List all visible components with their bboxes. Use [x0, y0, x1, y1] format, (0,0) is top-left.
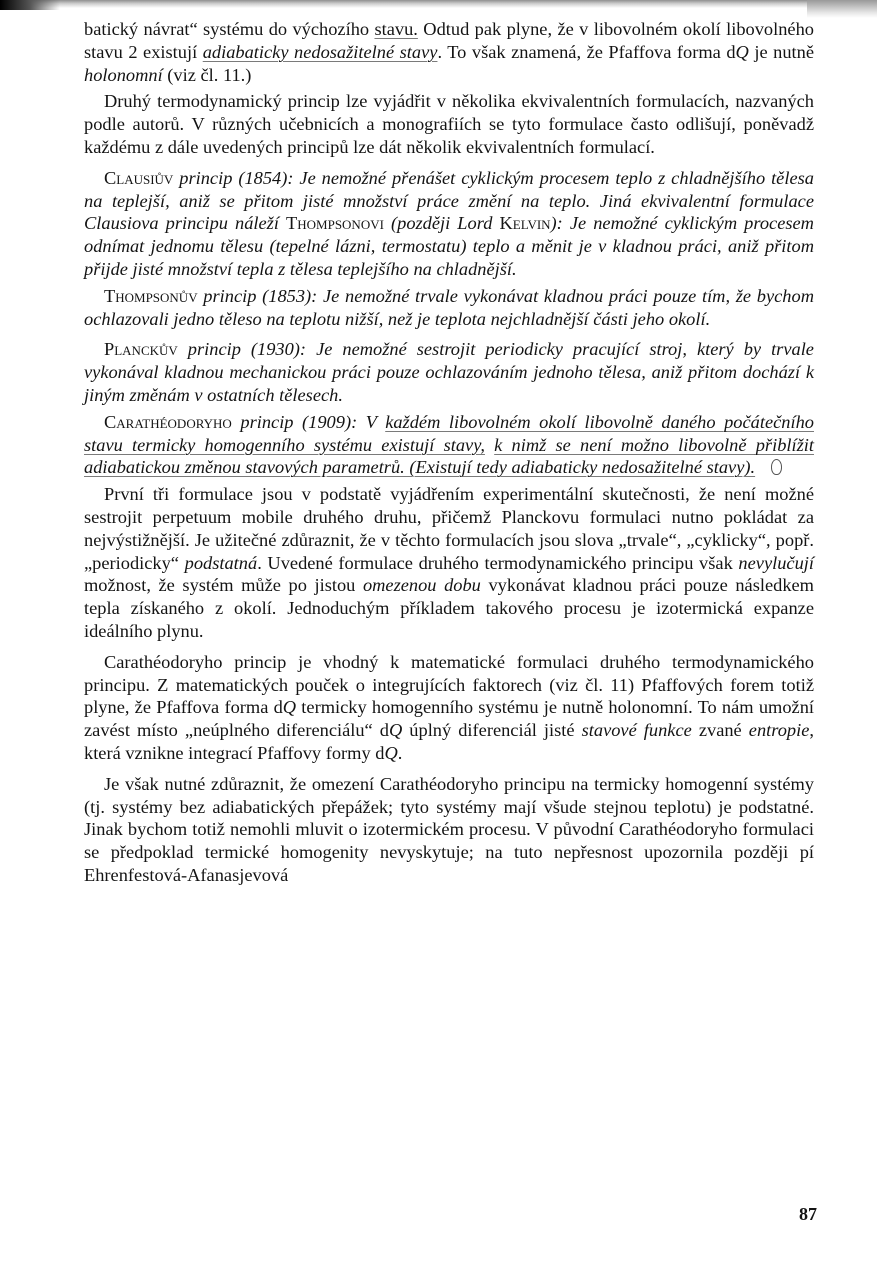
emphasis-text: omezenou dobu	[362, 575, 481, 596]
scan-corner-shadow	[807, 0, 877, 18]
emphasis-text: holonomní	[84, 64, 163, 85]
attributed-note: (později Lord	[391, 213, 493, 234]
emphasis-text: stavové funkce	[581, 720, 692, 741]
principle-statement: Je nemožné sestrojit periodicky pracující stroj, který by trvale vykonával kladnou mechanickou práci pouze ochlazováním jednoho tělesa, aniž přitom dochází k jiným změnám v ostatních tělesech.	[84, 339, 814, 405]
paragraph-homogeneity: Je však nutné zdůraznit, že omezení Carathéodoryho principu na termicky homogenní systémy (tj. systémy bez adiabatických přepážek; tyto systémy mají všude stejnou teplotu) je podstatné. Jinak bychom totiž nemohli mluvit o izotermickém procesu. V původní Carathéodoryho formulaci se předpoklad termické homogenity nevyskytuje; na tuto nepřesnost upozornila později pí Ehrenfestová-Afanasjevová	[84, 773, 814, 885]
book-page	[84, 18, 814, 895]
principle-year: (1930):	[250, 339, 307, 360]
text: možnost, že systém může po jistou	[84, 575, 363, 596]
principle-statement: V	[365, 411, 386, 432]
thompson-principle	[84, 285, 814, 331]
pencil-underlined-text: každém libovolném okolí libovolně daného počátečního stavu termicky homogenního systému existují stavy,	[84, 411, 814, 455]
page-number: 87	[799, 1204, 817, 1224]
paragraph-continuation	[84, 18, 814, 86]
math-symbol: Q	[388, 720, 403, 741]
principle-author: Thompsonův	[104, 285, 198, 306]
text: , která vznikne integrací Pfaffovy formy d	[84, 720, 814, 763]
emphasis-text: podstatná	[184, 552, 258, 573]
attributed-author: Thompsonovi	[286, 213, 384, 234]
text: (viz čl. 11.)	[162, 64, 252, 85]
text: vykonávat kladnou práci pouze následkem tepla získaného z okolí. Jednoduchým příkladem takového procesu je izotermická expanze ideálního plynu.	[84, 575, 814, 641]
planck-principle	[84, 338, 814, 406]
text: . Uvedené formulace druhého termodynamického principu však	[257, 552, 739, 573]
principle-author: Carathéodoryho	[104, 411, 232, 432]
math-symbol: Q	[735, 41, 749, 62]
text: batický návrat“ systému do výchozího	[84, 19, 375, 39]
math-symbol: Q	[384, 742, 398, 763]
text: . To však znamená, že Pfaffova forma d	[437, 41, 736, 62]
principle-label: princip	[187, 339, 241, 360]
text: .	[397, 742, 403, 763]
text: je nutně	[748, 41, 814, 62]
scan-corner-shadow	[0, 0, 60, 10]
text: zvané	[691, 720, 749, 741]
principle-statement: ): Je nemožné cyklickým procesem odnímat jednomu tělesu (tepelné lázni, termostatu) teplo a měnit je v kladnou práci, aniž přitom přijde jisté množství tepla z tělesa teplejšího na chladnější.	[84, 213, 814, 279]
underlined-text: stavu.	[374, 19, 418, 39]
pencil-underlined-text: k nimž se není možno libovolně přiblížit adiabatickou změnou stavových parametrů. (Existují tedy adiabaticky nedosažitelné stavy).	[84, 434, 814, 478]
caratheodory-principle	[84, 411, 814, 479]
principle-statement: Je nemožné trvale vykonávat kladnou práci pouze tím, že bychom ochlazovali jedno těleso na teplotu nižší, než je teplota nejchladnější části jeho okolí.	[84, 285, 814, 329]
emphasis-text: entropie	[748, 720, 810, 741]
text	[485, 435, 494, 455]
scan-edge-shadow	[0, 0, 877, 8]
principle-label: princip	[203, 285, 257, 306]
principle-year: (1853):	[262, 285, 318, 306]
math-symbol: Q	[282, 697, 297, 718]
text: Carathéodoryho princip je vhodný k matematické formulaci druhého termodynamického principu. Z matematických pouček o integrujících faktorech (viz čl. 11) Pfaffových forem totiž plyne, že Pfaffova forma d	[84, 651, 814, 718]
text: Odtud pak plyne, že v libovolném okolí libovolného stavu 2 existují	[84, 19, 814, 62]
principle-author: Planckův	[104, 339, 178, 360]
text: První tři formulace jsou v podstatě vyjádřením experimentální skutečnosti, že není možné sestrojit perpetuum mobile druhého druhu, přičemž Planckovu formulaci nutno pokládat za nejvýstižnější. Je užitečné zdůraznit, že v těchto formulacích jsou slova „trvale“, „cyklicky“, popř. „periodicky“	[84, 484, 814, 573]
pencil-loop-mark-icon	[771, 459, 782, 475]
principle-label: princip	[179, 167, 233, 188]
principle-year: (1854):	[238, 167, 294, 188]
paragraph-discussion	[84, 483, 814, 643]
attributed-author: Kelvin	[499, 213, 551, 234]
paragraph-intro: Druhý termodynamický princip lze vyjádřit v několika ekvivalentních formulacích, nazvaných podle autorů. V různých učebnicích a monografiích se tyto formulace často odlišují, poněvadž každému z dále uvedených principů lze dát několik ekvivalentních formulací.	[84, 91, 814, 157]
principle-year: (1909):	[302, 411, 358, 432]
emphasis-text: adiabaticky nedosažitelné stavy	[202, 41, 438, 62]
text: termicky homogenního systému je nutně holonomní. To nám umožní zavést místo „neúplného diferenciálu“ d	[84, 697, 814, 741]
text: úplný diferenciál jisté	[402, 720, 582, 741]
principle-statement: Je nemožné přenášet cyklickým procesem teplo z chladnějšího tělesa na teplejší, aniž se přitom jisté množství práce změní na teplo. Jiná ekvivalentní formulace Clausiova principu náleží	[84, 167, 814, 234]
principle-author: Clausiův	[104, 167, 174, 188]
paragraph-entropy	[84, 651, 814, 765]
clausius-principle	[84, 167, 814, 281]
principle-label: princip	[240, 411, 294, 432]
emphasis-text: nevylučují	[738, 552, 814, 573]
